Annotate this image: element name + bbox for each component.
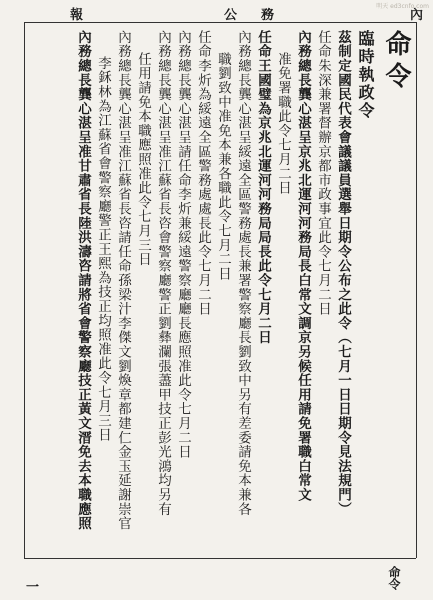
text-column-12: 內務總長龔心湛呈准江蘇省長咨請任命孫梁汁李傑文劉煥章都建仁金玉延謝崇官 — [115, 30, 131, 531]
footer-section-label: 命令 — [387, 566, 401, 590]
section-title: 命令 — [381, 30, 411, 94]
header-char-nei: 內 — [410, 8, 424, 23]
text-column-10: 內務總長龔心湛呈准江蘇省長咨會警察廳警正劉彝瀾張藎甲技正彭光鴻均另有 — [155, 30, 171, 517]
page-number: 一 — [26, 580, 40, 595]
header-char-wu: 務 — [261, 8, 275, 23]
bottom-rule — [24, 558, 416, 559]
text-column-8: 任命李炘為綏遠全區警務處處長此令七月二日 — [195, 30, 211, 316]
text-column-11: 任用請免本職應照准此令七月三日 — [135, 52, 151, 267]
left-rule — [24, 22, 25, 558]
text-column-3: 內務總長龔心湛呈京兆北運河河務局長白常文調京另候任用請免署職白常文 — [295, 30, 311, 502]
text-column-14: 內務總長龔心湛呈准甘肅省長陸洪濤咨請將省會警察廳技正黃文溍免去本職應照 — [75, 30, 91, 531]
text-column-7: 職劉致中准免本兼各職此令七月二日 — [215, 52, 231, 281]
text-column-13: 李鉌林為江蘇省會警察廳警正王熙為技正均照准此令七月三日 — [95, 56, 111, 443]
text-columns — [28, 30, 414, 550]
section-subtitle: 臨時執政令 — [356, 30, 375, 120]
text-column-9: 內務總長龔心湛呈請任命李炘兼綏遠警察廳廳長應照准此令七月二日 — [175, 30, 191, 459]
page-footer — [0, 560, 433, 600]
top-rule — [24, 22, 416, 23]
text-column-4: 准免署職此令七月二日 — [275, 52, 291, 195]
running-header — [0, 0, 433, 22]
text-column-6: 內務總長龔心湛呈綏遠全區警務處長兼署警察廳長劉致中另有差委請免本兼各 — [235, 30, 251, 517]
header-char-bao: 報 — [70, 8, 84, 23]
header-char-gong: 公 — [224, 8, 238, 23]
text-column-2: 任命朱深兼署督辦京都市政事宜此令七月二日 — [315, 30, 331, 316]
watermark-text: 明天 ed3cnfo.com — [376, 3, 429, 10]
right-rule — [416, 22, 417, 558]
text-column-5: 任命王國璧為京兆北運河河務局局長此令七月二日 — [255, 30, 271, 345]
text-column-1: 茲制定國民代表會議議員選舉日期令公布之此令（七月一日日期令見法規門） — [335, 30, 351, 517]
